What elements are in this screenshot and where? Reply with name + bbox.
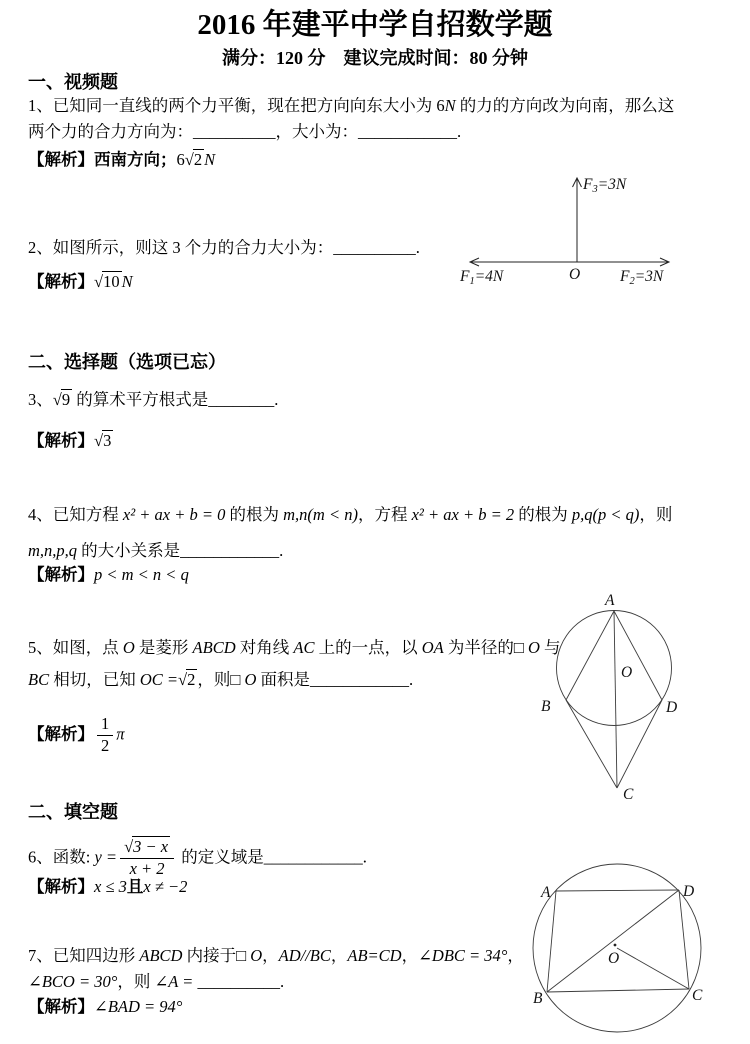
force-label-f1: F1=4N [460,268,504,287]
math-run: OA [421,638,444,657]
text-run: ，则 [639,505,673,524]
text-run: 2、如图所示，则这 3 个力的合力大小为： [28,238,334,257]
sqrt-expression: √2 [184,150,203,169]
solution-1 [28,149,215,171]
text-run: . [362,847,367,867]
force-label-f2: F2=3N [620,268,664,287]
fraction [120,838,174,879]
line-DC [679,890,689,989]
math-run: π [116,724,125,744]
section-heading-choice: 二、选择题（选项已忘） [28,352,226,372]
radicand: 10 [103,272,120,291]
math-run: O [250,946,263,965]
math-run: p,q(p < q) [571,505,640,524]
solution-label: 【解析】 [28,724,94,744]
line-AD [614,611,662,700]
text-run: ，则 [117,972,155,991]
text-run: 是菱形 [134,638,193,657]
text-run: 面积是 [256,670,310,689]
line-OC [617,948,689,989]
math-run: y = [94,847,118,867]
center-point [614,944,617,947]
fraction [97,715,113,756]
radicand: 3 − x [133,837,169,856]
vertex-label-A: A [541,884,551,901]
text-run: 3、 [28,390,53,409]
text-run: ，则□ [197,670,245,689]
text-run: 的定义域是 [177,847,264,867]
text-run: 的力的方向改为向南，那么这 [455,96,675,115]
text-run: 的根为 [225,505,284,524]
text-run: . [279,541,284,560]
line-AB [547,891,556,992]
math-run: O [244,670,257,689]
text-run: 上的一点，以 [314,638,422,657]
text-run: ， [262,946,279,965]
text-run: . [457,122,462,141]
text-run: . [415,238,420,257]
radicand: 2 [193,150,203,169]
answer-blank: __________ [193,122,276,141]
question-6 [28,838,367,879]
vertex-label-D: D [683,883,695,900]
solution-6 [28,876,187,898]
center-label-O: O [621,664,633,681]
question-2 [28,237,420,259]
text-run: 5、如图，点 [28,638,123,657]
text-run: 内接于□ [182,946,251,965]
solution-label: 【解析】 [28,997,94,1016]
solution-text: 西南方向； [94,150,177,169]
text-run: 的大小关系是 [77,541,181,560]
page-title: 2016 年建平中学自招数学题 [197,9,553,41]
answer-blank: __________ [197,972,280,991]
line-AB [566,611,614,700]
answer-blank: __________ [333,238,416,257]
solution-label: 【解析】 [28,565,94,584]
fraction-numerator [120,838,174,859]
line-DC [617,700,662,788]
vertex-label-A: A [605,592,615,609]
math-run: ∠BCO = 30° [28,972,118,991]
solution-label: 【解析】 [28,150,94,169]
force-label-f3: F3=3N [583,176,627,195]
math-run: N [204,150,216,169]
math-run: ∠BAD = 94° [94,997,183,1016]
math-run: x ≤ 3 [94,877,127,896]
text-run: ， [401,946,419,965]
sqrt-expression: √9 [52,390,71,409]
answer-blank: ____________ [180,541,280,560]
answer-blank: ____________ [263,847,363,867]
radicand: 3 [103,431,112,450]
math-run: ABCD [139,946,183,965]
answer-blank: ____________ [309,670,409,689]
text-run: 6、函数: [28,847,95,867]
text-run: 4、已知方程 [28,505,123,524]
section-heading-fill: 二、填空题 [28,802,118,822]
question-7-line-2 [28,971,284,993]
line-AC [614,611,617,788]
text-run: ， [507,946,524,965]
question-4-line-1 [28,504,672,526]
line-BC [566,700,617,788]
sqrt-expression: √10 [94,272,120,291]
math-run: N [444,96,456,115]
fraction-denominator: 2 [101,735,110,755]
math-run: m,n,p,q [28,541,78,560]
answer-blank: ____________ [358,122,457,141]
vertex-label-B: B [541,698,551,715]
math-run: AD//BC [278,946,331,965]
solution-label: 【解析】 [28,431,94,450]
text-run: . [408,670,414,689]
math-run: x² + ax + b = 2 [411,505,515,524]
text-run: . [279,972,285,991]
math-run: OC = [139,670,179,689]
question-7-line-1 [28,945,524,967]
radicand: 9 [61,390,71,409]
math-run: m,n(m < n) [283,505,358,524]
math-run: p < m < n < q [94,565,189,584]
solution-3 [28,430,113,452]
section-heading-video: 一、视频题 [28,72,118,92]
math-run: AC [293,638,315,657]
text-run: 对角线 [235,638,294,657]
fraction-denominator: x + 2 [129,858,165,878]
text-run: ，方程 [357,505,412,524]
solution-2 [28,271,133,293]
text-run: 两个力的合力方向为： [28,122,193,141]
solution-label: 【解析】 [28,272,94,291]
vertex-label-C: C [692,987,703,1004]
line-AD [556,890,679,891]
math-run: BC [28,670,50,689]
solution-text: 且 [126,877,144,896]
question-5-line-1 [28,637,561,659]
math-run: x ≠ −2 [143,877,188,896]
math-run: 6 [176,150,185,169]
answer-blank: ________ [208,390,275,409]
question-1-line-1 [28,95,674,117]
vertex-label-B: B [533,990,543,1007]
text-run: 7、已知四边形 [28,946,140,965]
text-run: 的根为 [514,505,572,524]
sqrt-expression: √3 − x [124,837,169,856]
force-diagram [450,172,695,287]
text-run: 为半径的□ [443,638,528,657]
question-5-line-2 [28,669,413,691]
math-run: ABCD [192,638,236,657]
question-3 [28,389,278,411]
solution-7 [28,996,182,1018]
vertex-label-C: C [623,786,634,800]
text-run: ， [330,946,348,965]
solution-5 [28,715,125,756]
line-BC [547,989,689,992]
vertex-label-D: D [666,699,678,716]
math-run: ∠DBC = 34° [418,946,508,965]
text-run: . [274,390,279,409]
text-run: ，大小为： [275,122,358,141]
math-run: O [122,638,135,657]
math-run: O [527,638,540,657]
page-subtitle: 满分：120 分 建议完成时间：80 分钟 [222,48,528,68]
math-run: N [121,272,133,291]
center-label-O: O [608,950,620,967]
line-BD [547,890,679,992]
solution-label: 【解析】 [28,877,94,896]
fraction-numerator: 1 [97,715,113,736]
solution-4 [28,564,189,586]
math-run: x² + ax + b = 0 [122,505,226,524]
question-1-line-2 [28,121,461,143]
cyclic-quadrilateral-figure [528,856,715,1040]
origin-label: O [569,266,581,283]
radicand: 2 [187,670,196,689]
question-4-line-2 [28,540,283,562]
math-run: AB=CD [347,946,402,965]
rhombus-circle-figure [535,585,710,800]
sqrt-expression: √2 [178,670,196,689]
text-run: 1、已知同一直线的两个力平衡，现在把方向向东大小为 6 [28,96,445,115]
text-run: 的算术平方根式是 [72,390,209,409]
text-run: 相切，已知 [49,670,140,689]
text-run: 与 [539,638,561,657]
math-run: ∠A = [154,972,198,991]
sqrt-expression: √3 [94,431,112,450]
